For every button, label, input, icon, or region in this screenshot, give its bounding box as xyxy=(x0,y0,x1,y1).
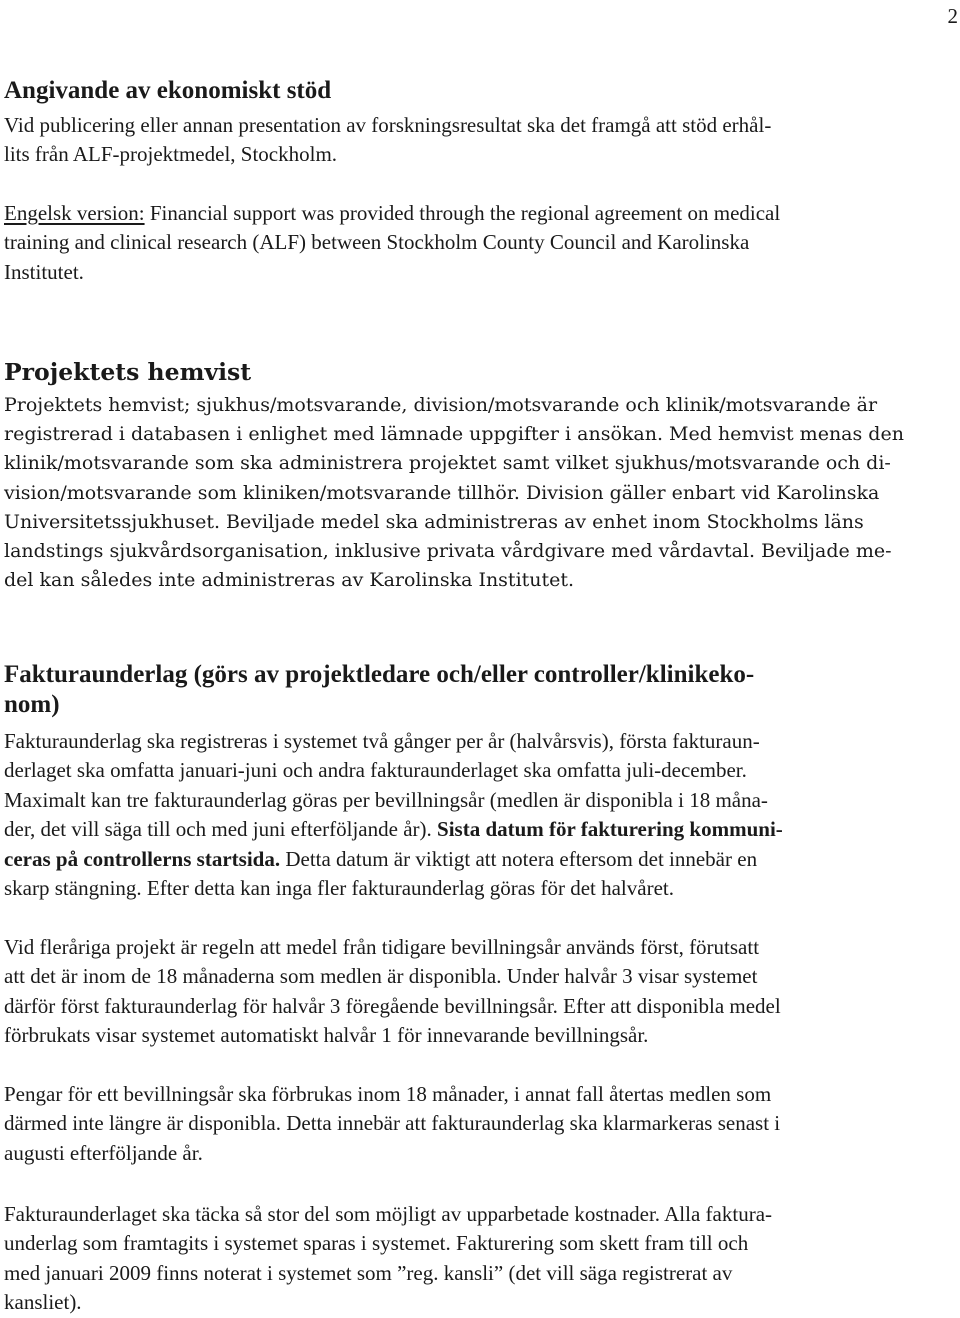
english-version-label: Engelsk version: xyxy=(4,201,145,225)
text-line: lits från ALF-projektmedel, Stockholm. xyxy=(4,142,338,167)
heading-fakturaunderlag xyxy=(4,660,956,720)
text-line: registrerad i databasen i enlighet med lämnade uppgifter i ansökan. Med hemvist menas den xyxy=(4,423,904,446)
text-line: Universitetssjukhuset. Beviljade medel ska administreras av enhet inom Stockholms läns xyxy=(4,510,864,533)
paragraph-projektets-hemvist xyxy=(4,391,956,595)
text-line: landstings sjukvårdsorganisation, inklusive privata vårdgivare med vårdavtal. Beviljade me- xyxy=(4,540,892,563)
text-line: Vid publicering eller annan presentation av forskningsresultat ska det framgå att stöd erhål- xyxy=(4,113,772,137)
text-line xyxy=(4,815,956,844)
text-normal: der, det vill säga till och med juni efterföljande år). xyxy=(4,817,438,842)
paragraph-fakturaunderlag-3 xyxy=(4,1080,956,1168)
text-line: Pengar för ett bevillningsår ska förbrukas inom 18 månader, i annat fall återtas medlen som xyxy=(4,1082,772,1106)
paragraph-fakturaunderlag-1 xyxy=(4,727,956,903)
text-line: Maximalt kan tre fakturaunderlag göras per bevillningsår (medlen är disponibla i 18 måna- xyxy=(4,787,768,812)
paragraph-ekonomiskt-stod xyxy=(4,111,956,170)
text-line: vision/motsvarande som kliniken/motsvarande tillhör. Division gäller enbart vid Karolinska xyxy=(4,481,880,504)
heading-ekonomiskt-stod: Angivande av ekonomiskt stöd xyxy=(4,77,332,104)
text-line: Projektets hemvist; sjukhus/motsvarande, division/motsvarande och klinik/motsvarande är xyxy=(4,394,878,416)
text-line xyxy=(4,845,956,874)
text-bold-deadline: Sista datum för fakturering kommuni- xyxy=(437,817,783,842)
text-line: training and clinical research (ALF) between Stockholm County Council and Karolinska xyxy=(4,230,750,255)
text-line: därför först fakturaunderlag för halvår 3 föregående bevillningsår. Efter att disponibla medel xyxy=(4,993,781,1018)
heading-line: Fakturaunderlag (görs av projektledare och/eller controller/klinikeko- xyxy=(4,661,755,688)
text-line: Fakturaunderlaget ska täcka så stor del som möjligt av upparbetade kostnader. Alla faktura- xyxy=(4,1202,773,1226)
heading-projektets-hemvist: Projektets hemvist xyxy=(4,358,252,386)
text-line: förbrukats visar systemet automatiskt halvår 1 för innevarande bevillningsår. xyxy=(4,1023,649,1048)
paragraph-fakturaunderlag-2 xyxy=(4,933,956,1051)
paragraph-english-version xyxy=(4,199,956,287)
text-line: Institutet. xyxy=(4,259,84,284)
heading-line: nom) xyxy=(4,691,60,718)
text-line: kansliet). xyxy=(4,1290,82,1315)
text-line: underlag som framtagits i systemet sparas i systemet. Fakturering som skett fram till och xyxy=(4,1231,749,1256)
text-line: därmed inte längre är disponibla. Detta innebär att fakturaunderlag ska klarmarkeras senast i xyxy=(4,1111,781,1136)
text-bold-deadline: ceras på controllerns startsida. xyxy=(4,846,281,871)
text-line: klinik/motsvarande som ska administrera projektet samt vilket sjukhus/motsvarande och di- xyxy=(4,452,891,475)
english-text: Financial support was provided through the regional agreement on medical xyxy=(144,201,781,225)
text-line: augusti efterföljande år. xyxy=(4,1140,203,1165)
text-normal: Detta datum är viktigt att notera eftersom det innebär en xyxy=(280,846,758,871)
text-line xyxy=(4,199,956,228)
text-line: Fakturaunderlag ska registreras i systemet två gånger per år (halvårsvis), första fakturaun- xyxy=(4,729,760,753)
text-line: med januari 2009 finns noterat i systemet som ”reg. kansli” (det vill säga registrerat av xyxy=(4,1260,733,1285)
page-number: 2 xyxy=(947,4,958,28)
text-line: del kan således inte administreras av Karolinska Institutet. xyxy=(4,569,575,592)
paragraph-fakturaunderlag-4 xyxy=(4,1200,956,1318)
text-line: Vid fleråriga projekt är regeln att medel från tidigare bevillningsår används först, förutsatt xyxy=(4,935,760,959)
text-line: att det är inom de 18 månaderna som medlen är disponibla. Under halvår 3 visar systemet xyxy=(4,964,758,989)
text-line: skarp stängning. Efter detta kan inga fler fakturaunderlag göras för det halvåret. xyxy=(4,876,674,901)
text-line: derlaget ska omfatta januari-juni och andra fakturaunderlaget ska omfatta juli-december. xyxy=(4,758,747,783)
